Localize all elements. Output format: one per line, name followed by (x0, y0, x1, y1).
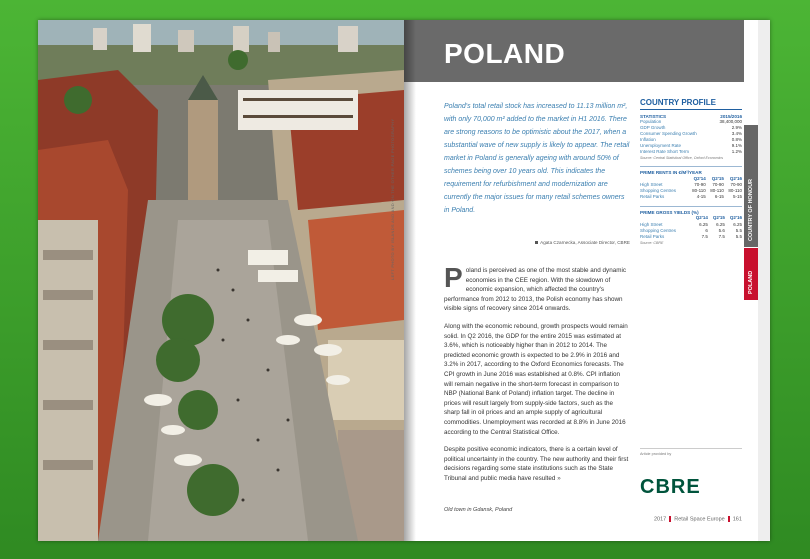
intro-quote: Poland's total retail stock has increased to 11.13 million m², with only 70,000 m² added to the market in H1 2016. There are strong reasons to be optimistic about the 2017, when a substantial wave of new supply is likely to appear. The retail market in Poland is generally ageing with around 50% of schemes being over 10 years old. This indicates the requirement for refurbishment and modernization are currently the major issues for many retail schemes owners in Poland. (444, 103, 630, 214)
cell: 6 (705, 227, 708, 233)
tab-label: POLAND (748, 270, 754, 294)
cell: 70-90 (712, 181, 724, 187)
statistics-label: STATISTICS (640, 114, 667, 119)
paragraph-1-text: oland is perceived as one of the most stable and dynamic economies in the CEE region. With the slowdown of economic expansion, which affected the country's performance from 2012 to 2013, the Polish economy has shown visible signs of recovery since 2014 onwards. (444, 267, 627, 313)
paragraph-2: Along with the economic rebound, growth prospects would remain solid. In Q2 2016, the GDP for the entire 2015 was estimated at 3.6%, which is noticeably higher than in 2012 to 2014. The predicted economic growth is expected to be 2.9% in 2016 and 3.2% in 2017, according to the Oxford Economics forecasts. The CPI growth in June 2016 was established at 0.8%. CPI inflation will remain negative in the short-term forecast in comparison to NBP (National Bank of Poland) inflation target. The decline in prices will result largely from supply-side factors, such as the sharp fall in oil prices and an ample supply of agricultural commodities. Unemployment was recorded at 8.8% in June 2016 according to the Central Statistical Office. (444, 322, 628, 436)
footer-publication: Retail Space Europe (674, 516, 725, 523)
row-label: Shopping Centres (640, 187, 677, 193)
footer-year: 2017 (654, 516, 667, 523)
stat-value: 3.4% (731, 131, 742, 136)
country-profile (640, 98, 742, 245)
cell: 7.5 (718, 233, 725, 239)
right-page (404, 20, 770, 541)
cell: 80-110 (710, 187, 724, 193)
column-header: Q2'15 (711, 175, 724, 181)
row-label: Shopping Centres (640, 227, 677, 233)
page-title: POLAND (444, 38, 566, 69)
cell: 6.25 (716, 221, 725, 227)
paragraph-3 (444, 445, 630, 483)
paragraph-1 (444, 262, 630, 314)
yields-source: Source: CBRE (640, 240, 664, 245)
paragraph-3-text: Despite positive economic indicators, there is a certain level of political uncertainty in the country. The new authority and their first decisions regarding some state institutions such as the State Tribunal and public media have resulted (444, 446, 629, 482)
footer-page-number: 161 (732, 516, 742, 523)
cell: 5.5 (735, 233, 742, 239)
table-row (640, 194, 742, 200)
column-header: Q2'14 (693, 175, 706, 181)
cell: 70-90 (730, 181, 742, 187)
drop-cap: P (444, 262, 463, 293)
page-footer (654, 516, 742, 522)
row-label: High Street (640, 181, 663, 187)
stat-label: Population (640, 119, 662, 124)
stat-label: GDP Growth (640, 125, 666, 130)
stat-value: 2.9% (731, 125, 742, 130)
cell: 70-90 (694, 181, 706, 187)
footer-divider-icon (728, 516, 730, 522)
stat-label: Interest Rate Short Term (640, 149, 689, 154)
book-spread (38, 20, 770, 541)
column-header: Q2'16 (729, 215, 742, 221)
stat-value: 9.1% (731, 143, 742, 148)
tab-country-of-honour[interactable] (744, 125, 758, 247)
prime-yields-title: PRIME GROSS YIELDS (%) (640, 206, 742, 215)
stat-label: Consumer Spending Growth (640, 131, 697, 136)
photo-credit: LEFT PHOTO BY ISLANDS AND AND ON THE OTHER PAGE PHOTOGRAPHY (390, 118, 395, 280)
cell: 6.25 (733, 221, 742, 227)
cell: 7.5 (701, 233, 708, 239)
article-body (444, 262, 630, 491)
row-label: Retail Parks (640, 233, 665, 239)
photo-illustration (38, 20, 404, 541)
statistics-year: 2015/2016 (720, 114, 742, 119)
stat-label: Inflation (640, 137, 656, 142)
quote-author-name: Agata Czarnecka, Associate Director, CBRE (540, 240, 630, 245)
bullet-square-icon (535, 241, 538, 244)
photo-caption: Old town in Gdansk, Poland (444, 507, 513, 513)
row-label: Retail Parks (640, 194, 665, 200)
stat-value: 0.8% (731, 137, 742, 142)
tab-label: COUNTRY OF HONOUR (748, 178, 754, 241)
footer-divider-icon (669, 516, 671, 522)
column-header: Q2'15 (712, 215, 725, 221)
prime-rents-title: PRIME RENTS IN €/M²/YEAR (640, 166, 742, 175)
provided-by: Article provided by (640, 448, 742, 456)
stat-label: Unemployment Rate (640, 143, 682, 148)
quote-author (444, 240, 630, 245)
cell: 4-15 (696, 194, 706, 200)
cell: 80-110 (728, 187, 742, 193)
table-row (640, 233, 742, 239)
page-edge (758, 20, 770, 541)
stat-value: 38,400,000 (719, 119, 742, 124)
cell: 6-15 (714, 194, 724, 200)
old-town-photo (38, 20, 404, 541)
country-profile-title: COUNTRY PROFILE (640, 98, 742, 110)
stat-row (640, 149, 742, 155)
cell: 5.5 (735, 227, 742, 233)
cell: 6.25 (699, 221, 708, 227)
prime-rents-table (640, 175, 742, 200)
cell: 5-15 (732, 194, 742, 200)
cell: 5.6 (718, 227, 725, 233)
cbre-logo: CBRE (640, 476, 701, 498)
tab-poland[interactable] (744, 248, 758, 300)
statistics-list (640, 119, 742, 155)
prime-yields-table (640, 215, 742, 240)
book-gutter (404, 20, 416, 541)
cell: 80-110 (692, 187, 706, 193)
stat-value: 1.2% (731, 149, 742, 154)
continue-icon: » (557, 474, 561, 482)
statistics-source: Source: Central Statistical Office, Oxford Economics (640, 156, 724, 160)
column-header: Q2'16 (729, 175, 742, 181)
row-label: High Street (640, 221, 663, 227)
title-band (404, 20, 744, 82)
column-header: Q2'14 (695, 215, 708, 221)
